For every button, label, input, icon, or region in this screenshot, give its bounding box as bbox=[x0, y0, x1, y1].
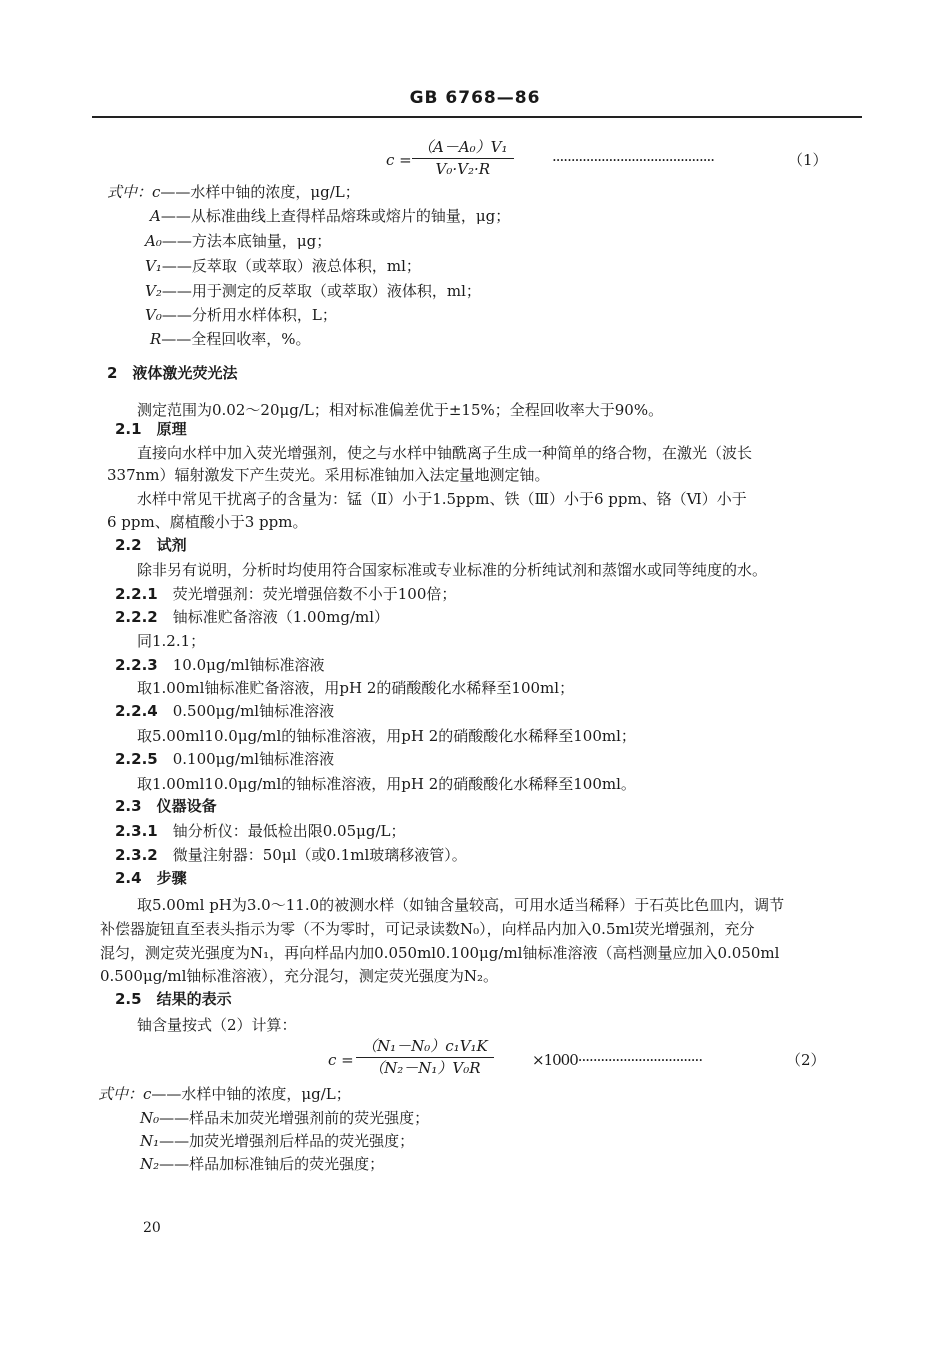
formula1-dots: ··········································· bbox=[552, 151, 715, 169]
where1-item: A₀——方法本底铀量，μg； bbox=[145, 232, 332, 250]
where1-item: 式中：c——水样中铀的浓度，μg/L； bbox=[107, 183, 360, 201]
reagent-item-detail: 取5.00ml10.0μg/ml的铀标准溶液，用pH 2的硝酸酸化水稀释至100ml； bbox=[137, 727, 636, 745]
procedure-line: 补偿器旋钮直至表头指示为零（不为零时，可记录读数N₀），向样品内加入0.5ml荧光增强剂，充分 bbox=[100, 920, 755, 938]
reagent-item: 2.2.4 0.500μg/ml铀标准溶液 bbox=[115, 702, 335, 720]
formula1-number: （1） bbox=[788, 151, 828, 169]
procedure-line: 0.500μg/ml铀标准溶液），充分混匀，测定荧光强度为N₂。 bbox=[100, 967, 499, 985]
section-2-intro: 测定范围为0.02～20μg/L；相对标准偏差优于±15%；全程回收率大于90%。 bbox=[137, 401, 664, 419]
section-2-1-heading: 2.1 原理 bbox=[115, 420, 187, 438]
principle-line: 水样中常见干扰离子的含量为：锰（Ⅱ）小于1.5ppm、铁（Ⅲ）小于6 ppm、铬（Ⅵ）小于 bbox=[137, 490, 747, 508]
where1-item: V₀——分析用水样体积，L； bbox=[145, 306, 337, 324]
formula1-numerator: （A－A₀）V₁ bbox=[412, 138, 514, 159]
where1-item: V₂——用于测定的反萃取（或萃取）液体积，ml； bbox=[145, 282, 481, 300]
procedure-line: 混匀，测定荧光强度为N₁，再向样品内加0.050ml0.100μg/ml铀标准溶液（高档测量应加入0.050ml bbox=[100, 944, 780, 962]
reagent-item-detail: 同1.2.1； bbox=[137, 632, 206, 650]
document-header: GB 6768—86 bbox=[409, 88, 541, 108]
where2-item: N₁——加荧光增强剂后样品的荧光强度； bbox=[140, 1132, 415, 1150]
formula2-denominator: （N₂－N₁）V₀R bbox=[369, 1059, 481, 1077]
reagent-item-detail: 取1.00ml10.0μg/ml的铀标准溶液，用pH 2的硝酸酸化水稀释至100ml。 bbox=[137, 775, 636, 793]
formula2-number: （2） bbox=[786, 1051, 826, 1069]
section-2-3-heading: 2.3 仪器设备 bbox=[115, 797, 217, 815]
formula1-fraction bbox=[412, 138, 514, 179]
reagent-intro: 除非另有说明，分析时均使用符合国家标准或专业标准的分析纯试剂和蒸馏水或同等纯度的水。 bbox=[137, 561, 768, 579]
where2-item: 式中：c——水样中铀的浓度，μg/L； bbox=[98, 1085, 351, 1103]
result-intro: 铀含量按式（2）计算： bbox=[137, 1016, 297, 1034]
section-2-4-heading: 2.4 步骤 bbox=[115, 869, 187, 887]
formula2-fraction bbox=[356, 1037, 494, 1078]
equipment-item: 2.3.1 铀分析仪：最低检出限0.05μg/L； bbox=[115, 822, 406, 840]
header-rule bbox=[92, 116, 862, 118]
where2-item: N₀——样品未加荧光增强剂前的荧光强度； bbox=[140, 1109, 430, 1127]
principle-line: 337nm）辐射激发下产生荧光。采用标准铀加入法定量地测定铀。 bbox=[107, 466, 550, 484]
principle-line: 直接向水样中加入荧光增强剂，使之与水样中铀酰离子生成一种简单的络合物，在激光（波长 bbox=[137, 444, 753, 462]
reagent-item: 2.2.1 荧光增强剂：荧光增强倍数不小于100倍； bbox=[115, 585, 457, 603]
principle-line: 6 ppm、腐植酸小于3 ppm。 bbox=[107, 513, 308, 531]
reagent-item: 2.2.2 铀标准贮备溶液（1.00mg/ml） bbox=[115, 608, 390, 626]
section-2-5-heading: 2.5 结果的表示 bbox=[115, 990, 232, 1008]
where2-item: N₂——样品加标准铀后的荧光强度； bbox=[140, 1155, 385, 1173]
reagent-item: 2.2.5 0.100μg/ml铀标准溶液 bbox=[115, 750, 335, 768]
reagent-item: 2.2.3 10.0μg/ml铀标准溶液 bbox=[115, 656, 325, 674]
section-2-2-heading: 2.2 试剂 bbox=[115, 536, 187, 554]
section-2-heading: 2 液体激光荧光法 bbox=[107, 364, 238, 382]
page-number: 20 bbox=[143, 1220, 161, 1236]
where1-item: A——从标准曲线上查得样品熔珠或熔片的铀量，μg； bbox=[150, 207, 511, 225]
formula1-lhs: c = bbox=[386, 151, 412, 169]
formula2-numerator: （N₁－N₀）c₁V₁K bbox=[356, 1037, 494, 1058]
procedure-line: 取5.00ml pH为3.0～11.0的被测水样（如铀含量较高，可用水适当稀释）于石英比色皿内，调节 bbox=[137, 896, 785, 914]
equipment-item: 2.3.2 微量注射器：50μl（或0.1ml玻璃移液管）。 bbox=[115, 846, 467, 864]
formula2-lhs: c = bbox=[328, 1051, 354, 1069]
formula1-denominator: V₀·V₂·R bbox=[435, 160, 491, 178]
where1-item: R——全程回收率，%。 bbox=[150, 330, 311, 348]
formula2-tail: ×1000································· bbox=[532, 1051, 703, 1069]
reagent-item-detail: 取1.00ml铀标准贮备溶液，用pH 2的硝酸酸化水稀释至100ml； bbox=[137, 679, 575, 697]
where1-item: V₁——反萃取（或萃取）液总体积，ml； bbox=[145, 257, 421, 275]
